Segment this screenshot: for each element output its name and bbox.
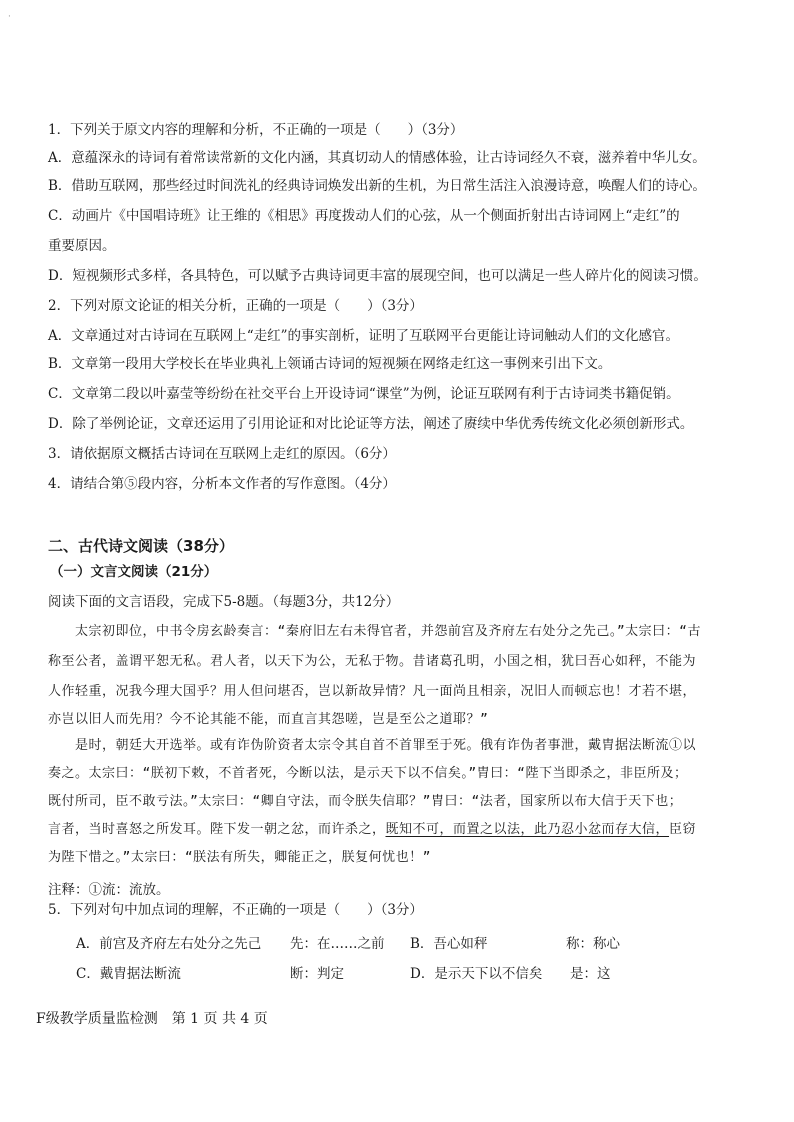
q3-stem: 3．请依据原文概括古诗词在互联网上走红的原因。（6分） <box>48 446 396 462</box>
passage-line-9: 为陛下惜之。”太宗曰：“朕法有所失，卿能正之，朕复何忧也！” <box>48 850 431 865</box>
q5-option-c: C．戴胄据法断流 <box>76 966 181 982</box>
reading-instruction: 阅读下面的文言语段，完成下5-8题。（每题3分，共12分） <box>48 594 400 610</box>
q5-option-d: D．是示天下以不信矣 <box>410 966 543 982</box>
q5-option-a-gloss: 先：在……之前 <box>290 936 385 952</box>
q1-option-c-cont: 重要原因。 <box>48 238 116 254</box>
q1-option-d: D．短视频形式多样，各具特色，可以赋予古典诗词更丰富的展现空间，也可以满足一些人碎片化的阅读习惯。 <box>48 268 707 284</box>
section-heading: 二、古代诗文阅读（38分） <box>48 537 234 555</box>
q1-option-a: A．意蕴深永的诗词有着常读常新的文化内涵，其真切动人的情感体验，让古诗词经久不衰，滋养着中华儿女。 <box>48 150 706 166</box>
q4-stem: 4．请结合第⑤段内容，分析本文作者的写作意图。（4分） <box>48 476 396 492</box>
q5-stem: 5．下列对句中加点词的理解，不正确的一项是（ ）（3分） <box>48 902 423 918</box>
passage-line-7: 既付所司，臣不敢亏法。”太宗曰：“卿自守法，而令朕失信耶？”胄曰：“法者，国家所以布大信于天下也； <box>48 794 683 809</box>
corner-mark: · <box>8 12 11 22</box>
footnote: 注释：①流：流放。 <box>48 882 170 898</box>
passage-line-4: 亦岂以旧人而先用？今不论其能不能，而直言其怨嗟，岂是至公之道耶？” <box>48 712 489 727</box>
passage-line-8-end: 臣窃 <box>669 822 697 837</box>
passage-line-1: 太宗初即位，中书令房玄龄奏言：“秦府旧左右未得官者，并怨前宫及齐府左右处分之先己。”太宗曰：“古 <box>48 624 701 639</box>
q2-option-c: C．文章第二段以叶嘉莹等纷纷在社交平台上开设诗词“课堂”为例，论证互联网有利于古诗词类书籍促销。 <box>48 386 680 402</box>
passage-line-3: 人作轻重，况我今理大国乎？用人但问堪否，岂以新故异情？凡一面尚且相亲，况旧人而顿忘也！才若不堪， <box>48 684 697 699</box>
q1-option-c: C．动画片《中国唱诗班》让王维的《相思》再度拨动人们的心弦，从一个侧面折射出古诗词网上“走红”的 <box>48 208 680 224</box>
passage-line-8 <box>48 820 696 840</box>
page-footer: F级教学质量监检测 第 1 页 共 4 页 <box>36 1011 268 1027</box>
q1-option-b: B．借助互联网，那些经过时间洗礼的经典诗词焕发出新的生机，为日常生活注入浪漫诗意，唤醒人们的诗心。 <box>48 178 706 194</box>
q2-option-b: B．文章第一段用大学校长在毕业典礼上领诵古诗词的短视频在网络走红这一事例来引出下文。 <box>48 356 612 372</box>
q1-stem: 1．下列关于原文内容的理解和分析，不正确的一项是（ ）（3分） <box>48 122 464 138</box>
q5-option-a: A．前宫及齐府左右处分之先己 <box>76 936 262 952</box>
q2-stem: 2．下列对原文论证的相关分析，正确的一项是（ ）（3分） <box>48 298 423 314</box>
passage-line-6: 奏之。太宗曰：“朕初下敕，不首者死，今断以法，是示天下以不信矣。”胄曰：“陛下当即杀之，非臣所及； <box>48 766 688 781</box>
subsection-heading: （一）文言文阅读（21分） <box>50 564 218 580</box>
passage-line-5: 是时，朝廷大开选举。或有诈伪阶资者太宗令其自首不首罪至于死。俄有诈伪者事泄，戴胄据法断流①以 <box>48 738 697 753</box>
q2-option-d: D．除了举例论证，文章还运用了引用论证和对比论证等方法，阐述了赓续中华优秀传统文化必须创新形式。 <box>48 416 694 432</box>
q5-option-b: B．吾心如秤 <box>410 936 488 952</box>
q5-option-b-gloss: 称：称心 <box>566 936 620 952</box>
q2-option-a: A．文章通过对古诗词在互联网上“走红”的事实剖析，证明了互联网平台更能让诗词触动人们的文化感官。 <box>48 328 680 344</box>
underlined-sentence: 既知不可，而置之以法，此乃忍小忿而存大信， <box>385 822 670 837</box>
q5-option-c-gloss: 断：判定 <box>290 966 344 982</box>
passage-line-2: 称至公者，盖谓平恕无私。君人者，以天下为公，无私于物。昔诸葛孔明，小国之相，犹曰吾心如秤，不能为 <box>48 654 697 669</box>
passage-line-8-start: 言者，当时喜怒之所发耳。陛下发一朝之忿，而许杀之， <box>48 822 386 837</box>
q5-option-d-gloss: 是：这 <box>570 966 611 982</box>
